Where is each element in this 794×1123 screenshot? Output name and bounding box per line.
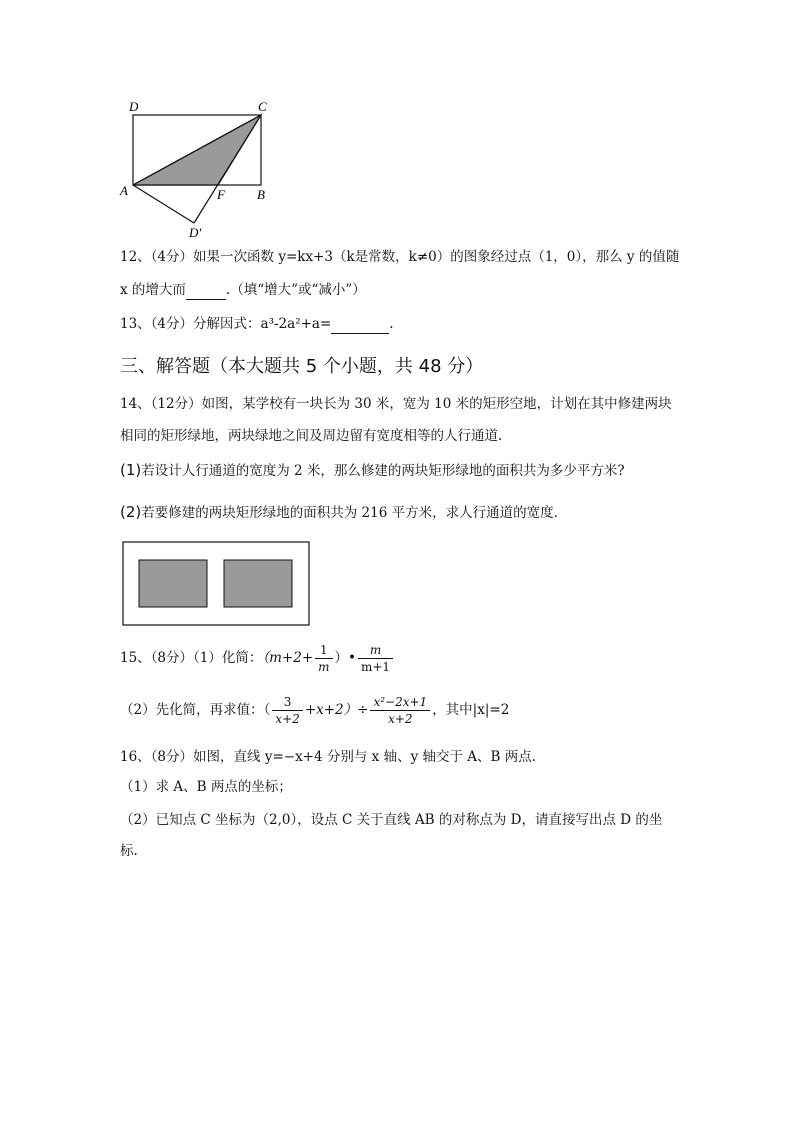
green-plot-left [139,560,207,607]
q15-part1-fraction1 [315,642,332,675]
q15-part1-label: （1）化简： [193,650,263,666]
q14-text-line2: 相同的矩形绿地，两块绿地之间及周边留有宽度相等的人行通道. [120,428,503,444]
fraction-denominator: m+1 [361,660,391,674]
q15-part2-label: （2）先化简，再求值： [120,702,264,718]
field-diagram [122,541,312,627]
q13-score: （4分） [150,316,194,332]
q13-tail: . [389,316,394,332]
q13-answer-blank[interactable] [331,319,389,334]
q16-part2 [120,810,662,830]
q15-part1 [120,638,395,678]
q15-part2 [120,690,509,730]
q14-line2 [120,426,502,446]
q16-part2-cont [120,841,138,861]
q14-part1-marker: (1) [120,461,142,479]
q15-part1-close: ）• [334,650,356,666]
fraction-numerator: 3 [272,694,302,711]
fraction-denominator: x+2 [275,712,300,726]
q13-number: 13、 [120,316,151,332]
q14-text-line1: 如图，某学校有一块长为 30 米，宽为 10 米的矩形空地，计划在其中修建两块 [201,396,672,412]
fraction-denominator: x+2 [388,712,413,726]
q12-number: 12、 [120,249,151,265]
q16-text-line1: 如图，直线 y=−x+4 分别与 x 轴、y 轴交于 A、B 两点. [193,749,537,765]
q16-part2-cont-text: 标. [120,843,138,859]
q16-line1 [120,747,536,767]
q15-number: 15、 [120,650,151,666]
q12-score: （4分） [150,249,194,265]
label-f: F [217,187,225,202]
q16-part1-text: （1）求 A、B 两点的坐标； [120,779,292,795]
fraction-numerator: 1 [315,642,332,659]
q15-part2-fraction1 [272,694,302,727]
q16-part2-text: （2）已知点 C 坐标为（2,0），设点 C 关于直线 AB 的对称点为 D，请直接写出点 D 的坐 [120,812,663,828]
q14-number: 14、 [120,396,151,412]
label-d: D [129,99,139,114]
q15-part1-fraction2 [358,642,393,675]
geometry-figure-rectangle-fold [115,95,285,240]
q15-part1-open: （m+2+ [262,650,314,666]
q15-part2-open: （ [263,702,271,718]
q14-line1 [120,394,672,414]
q16-part1 [120,777,292,797]
q15-score: （8分） [150,650,194,666]
q12-text-line2b: .（填“增大”或“减小”） [225,282,366,298]
q15-part2-fraction2 [370,694,430,727]
green-plot-right [224,560,292,607]
fraction-numerator: x²−2x+1 [370,694,430,711]
q16-score: （8分） [150,749,194,765]
q12-line2 [120,280,366,300]
fraction-denominator: m [318,660,330,674]
q15-part2-tail: ，其中|x|=2 [432,702,510,718]
label-a: A [120,183,128,198]
q12-line1 [120,247,679,267]
q14-part1-text: 若设计人行通道的宽度为 2 米，那么修建的两块矩形绿地的面积共为多少平方米? [141,463,625,479]
section-heading: 三、解答题（本大题共 5 个小题，共 48 分） [120,356,484,377]
q12-text-line1: 如果一次函数 y=kx+3（k是常数，k≠0）的图象经过点（1，0），那么 y 的值随 [193,249,680,265]
q12-text-line2a: x 的增大而 [120,282,186,298]
q13-text: 分解因式：a³-2a²+a= [193,316,332,332]
q16-number: 16、 [120,749,151,765]
q14-part1 [120,460,625,481]
q14-part2-text: 若要修建的两块矩形绿地的面积共为 216 平方米，求人行通道的宽度. [141,505,558,521]
q14-part2 [120,502,558,523]
segment-ad-prime [133,185,194,223]
q13-line [120,314,394,334]
label-d-prime: D' [189,225,202,240]
q15-part2-mid: +x+2）÷ [304,702,369,718]
q14-score: （12分） [150,396,202,412]
fraction-numerator: m [358,642,393,659]
q12-answer-blank[interactable] [186,285,226,300]
q14-part2-marker: (2) [120,503,142,521]
label-c: C [258,99,267,114]
label-b: B [257,187,265,202]
